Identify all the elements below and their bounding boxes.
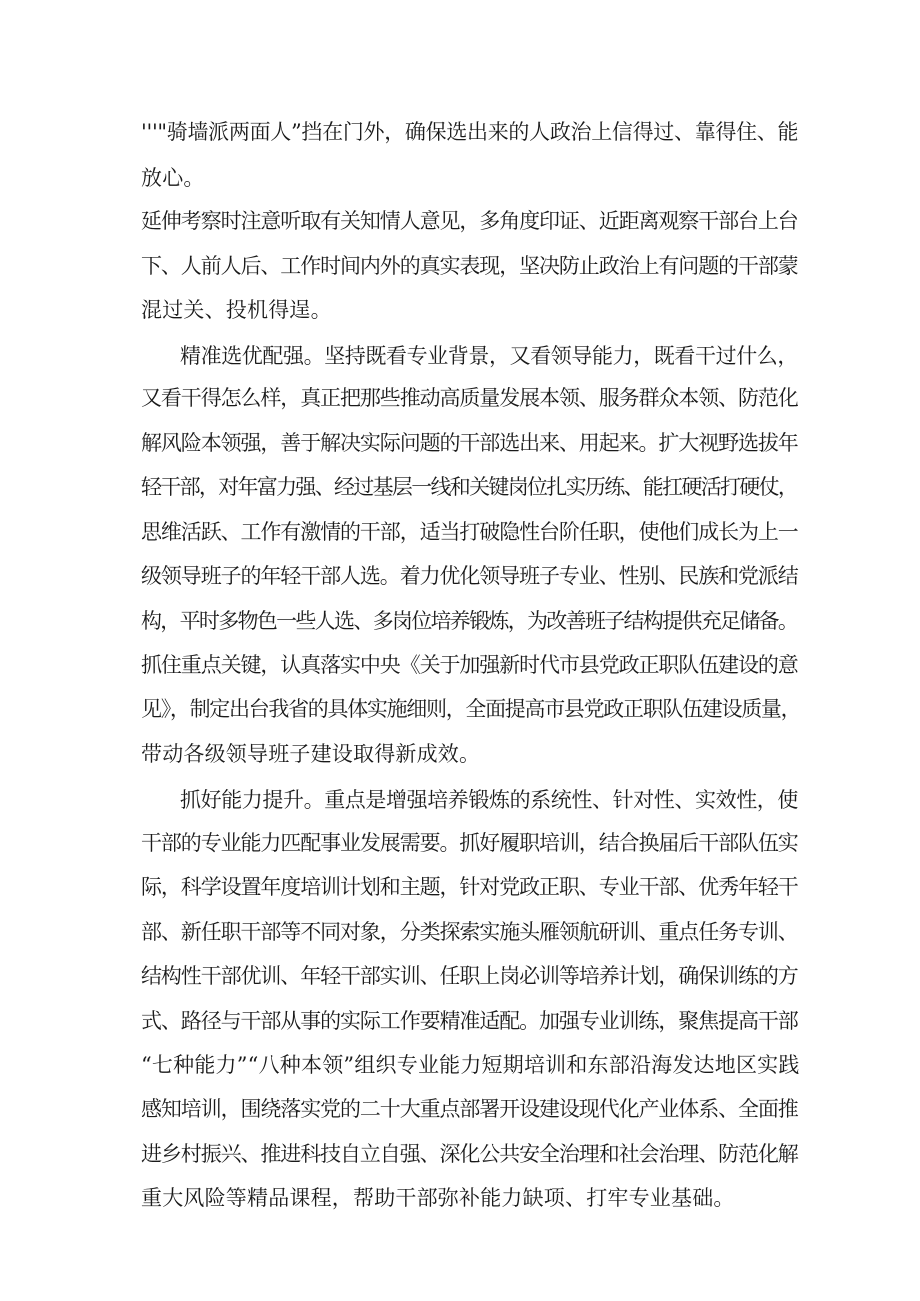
text-line: 构，平时多物色一些人选、多岗位培养锻炼，为改善班子结构提供充足储备。 (141, 609, 798, 633)
text-line: 延伸考察时注意听取有关知情人意见，多角度印证、近距离观察干部台上台 (141, 209, 798, 233)
text-line: 又看干得怎么样，真正把那些推动高质量发展本领、服务群众本领、防范化 (141, 386, 798, 410)
text-line: '''"骑墙派两面人”挡在门外，确保选出来的人政治上信得过、靠得住、能 (141, 120, 799, 144)
text-line: 式、路径与干部从事的实际工作要精准适配。加强专业训练，聚焦提高干部 (141, 1009, 798, 1033)
text-line: 际，科学设置年度培训计划和主题，针对党政正职、专业干部、优秀年轻干 (141, 875, 798, 899)
text-line: 思维活跃、工作有激情的干部，适当打破隐性台阶任职，使他们成长为上一 (141, 520, 798, 544)
text-line: 见》，制定出台我省的具体实施细则，全面提高市县党政正职队伍建设质量， (141, 697, 801, 721)
text-line: 进乡村振兴、推进科技自立自强、深化公共安全治理和社会治理、防范化解 (141, 1142, 798, 1166)
text-line: 重大风险等精品课程，帮助干部弥补能力缺项、打牢专业基础。 (141, 1186, 735, 1210)
text-line: 抓住重点关键，认真落实中央《关于加强新时代市县党政正职队伍建设的意 (141, 653, 798, 677)
text-line: 混过关、投机得逞。 (141, 298, 332, 322)
text-line: 级领导班子的年轻干部人选。着力优化领导班子专业、性别、民族和党派结 (141, 564, 798, 588)
text-line: 感知培训，围绕落实党的二十大重点部署开设建设现代化产业体系、全面推 (141, 1097, 798, 1121)
text-line: “七种能力”“八种本领”组织专业能力短期培训和东部沿海发达地区实践 (141, 1053, 800, 1077)
text-line: 下、人前人后、工作时间内外的真实表现，坚决防止政治上有问题的干部蒙 (141, 254, 798, 278)
paragraph-heading-line: 精准选优配强。坚持既看专业背景，又看领导能力，既看干过什么， (180, 344, 798, 368)
text-line: 解风险本领强，善于解决实际问题的干部选出来、用起来。扩大视野选拔年 (141, 431, 798, 455)
paragraph-heading-line: 抓好能力提升。重点是增强培养锻炼的系统性、针对性、实效性，使 (180, 788, 798, 812)
text-line: 结构性干部优训、年轻干部实训、任职上岗必训等培养计划，确保训练的方 (141, 964, 798, 988)
text-line: 轻干部，对年富力强、经过基层一线和关键岗位扎实历练、能扛硬活打硬仗， (141, 475, 798, 499)
text-line: 干部的专业能力匹配事业发展需要。抓好履职培训，结合换届后干部队伍实 (141, 831, 798, 855)
text-line: 放心。 (141, 166, 205, 190)
text-line: 带动各级领导班子建设取得新成效。 (141, 742, 481, 766)
text-line: 部、新任职干部等不同对象，分类探索实施头雁领航研训、重点任务专训、 (141, 920, 798, 944)
